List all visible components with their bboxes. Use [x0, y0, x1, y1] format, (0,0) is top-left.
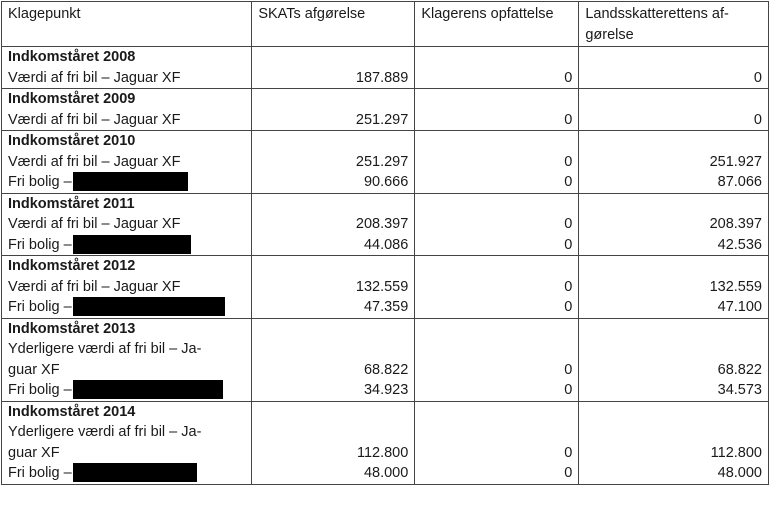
lsr-value: 87.066 [717, 174, 762, 190]
year-group-2011 [2, 193, 769, 256]
header-landsskatteret-line2: gørelse [585, 26, 634, 43]
header-klagepunkt: Klagepunkt [2, 2, 252, 47]
year-group-2009 [2, 89, 769, 131]
year-group-2010 [2, 131, 769, 194]
lsr-cell [579, 401, 769, 484]
klager-cell [415, 89, 579, 131]
klagepunkt-cell [2, 318, 252, 401]
year-heading: Indkomståret 2008 [8, 49, 136, 65]
item-label: Fri bolig – [8, 465, 72, 481]
lsr-value: 251.927 [709, 153, 762, 170]
item-label-line1: Yderligere værdi af fri bil – Ja- [8, 424, 202, 440]
skat-value: 48.000 [363, 465, 409, 481]
header-landsskatteret [579, 2, 769, 47]
klager-cell [415, 256, 579, 319]
lsr-value: 42.536 [717, 236, 762, 253]
klagepunkt-cell [2, 131, 252, 194]
year-heading: Indkomståret 2012 [8, 258, 136, 274]
item-label: Værdi af fri bil – Jaguar XF [8, 69, 181, 86]
skat-cell [252, 89, 415, 131]
klager-cell [415, 193, 579, 256]
skat-cell [252, 47, 415, 89]
klager-cell [415, 47, 579, 89]
skat-cell [252, 318, 415, 401]
item-label: Fri bolig – [8, 174, 72, 190]
year-heading: Indkomståret 2011 [8, 195, 135, 212]
item-label-line2: guar XF [8, 444, 60, 461]
redaction-bar [73, 297, 225, 316]
skat-value: 251.297 [355, 111, 409, 128]
klager-cell [415, 401, 579, 484]
skat-value: 34.923 [363, 382, 409, 398]
klager-cell [415, 318, 579, 401]
redaction-bar [73, 463, 197, 482]
year-heading: Indkomståret 2013 [8, 320, 136, 337]
lsr-value: 208.397 [709, 216, 762, 232]
year-heading: Indkomståret 2010 [8, 133, 136, 149]
item-label: Værdi af fri bil – Jaguar XF [8, 216, 181, 232]
lsr-value: 132.559 [709, 278, 762, 295]
header-klager: Klagerens opfattelse [415, 2, 579, 47]
item-label: Fri bolig – [8, 382, 72, 398]
klager-value: 0 [564, 382, 573, 398]
klagepunkt-cell [2, 193, 252, 256]
lsr-cell [579, 256, 769, 319]
klager-value: 0 [564, 111, 573, 128]
skat-cell [252, 193, 415, 256]
header-landsskatteret-line1: Landsskatterettens af- [585, 6, 729, 22]
klager-value: 0 [564, 216, 573, 232]
skat-value: 112.800 [356, 444, 409, 461]
skat-value: 68.822 [363, 361, 409, 378]
skat-cell [252, 401, 415, 484]
skat-cell [252, 131, 415, 194]
klagepunkt-cell [2, 89, 252, 131]
header-skat: SKATs afgørelse [252, 2, 415, 47]
year-group-2012 [2, 256, 769, 319]
klager-value: 0 [564, 278, 573, 295]
redaction-bar [73, 235, 191, 254]
lsr-value: 112.800 [710, 444, 762, 461]
header-row [2, 2, 769, 47]
skat-cell [252, 256, 415, 319]
klager-value: 0 [564, 444, 573, 461]
klager-value: 0 [564, 153, 573, 170]
skat-value: 90.666 [363, 174, 409, 190]
lsr-cell [579, 318, 769, 401]
item-label: Fri bolig – [8, 299, 72, 315]
klager-value: 0 [564, 236, 573, 253]
klager-value: 0 [564, 174, 573, 190]
lsr-cell [579, 193, 769, 256]
skat-value: 187.889 [355, 69, 409, 86]
lsr-value: 68.822 [717, 361, 762, 378]
lsr-value: 0 [753, 111, 762, 128]
klager-value: 0 [564, 299, 573, 315]
item-label-line2: guar XF [8, 361, 60, 378]
klager-value: 0 [564, 361, 573, 378]
lsr-cell [579, 47, 769, 89]
skat-value: 208.397 [355, 216, 409, 232]
year-group-2013 [2, 318, 769, 401]
lsr-cell [579, 131, 769, 194]
item-label: Værdi af fri bil – Jaguar XF [8, 153, 181, 170]
redaction-bar [73, 172, 188, 191]
skat-value: 132.559 [355, 278, 409, 295]
item-label: Fri bolig – [8, 236, 72, 253]
item-label: Værdi af fri bil – Jaguar XF [8, 111, 181, 128]
klager-value: 0 [564, 69, 573, 86]
item-label-line1: Yderligere værdi af fri bil – Ja- [8, 341, 202, 357]
klagepunkt-cell [2, 47, 252, 89]
year-heading: Indkomståret 2014 [8, 403, 136, 420]
lsr-value: 47.100 [717, 299, 762, 315]
klager-value: 0 [564, 465, 573, 481]
year-heading: Indkomståret 2009 [8, 91, 136, 107]
lsr-value: 0 [753, 69, 762, 86]
skat-value: 47.359 [363, 299, 409, 315]
skat-value: 251.297 [355, 153, 409, 170]
item-label: Værdi af fri bil – Jaguar XF [8, 278, 181, 295]
year-group-2014 [2, 401, 769, 484]
lsr-cell [579, 89, 769, 131]
redaction-bar [73, 380, 223, 399]
year-group-2008 [2, 47, 769, 89]
skat-value: 44.086 [363, 236, 409, 253]
lsr-value: 48.000 [717, 465, 762, 481]
lsr-value: 34.573 [717, 382, 762, 398]
klagepunkt-cell [2, 256, 252, 319]
complaint-table [1, 1, 769, 485]
klagepunkt-cell [2, 401, 252, 484]
klager-cell [415, 131, 579, 194]
